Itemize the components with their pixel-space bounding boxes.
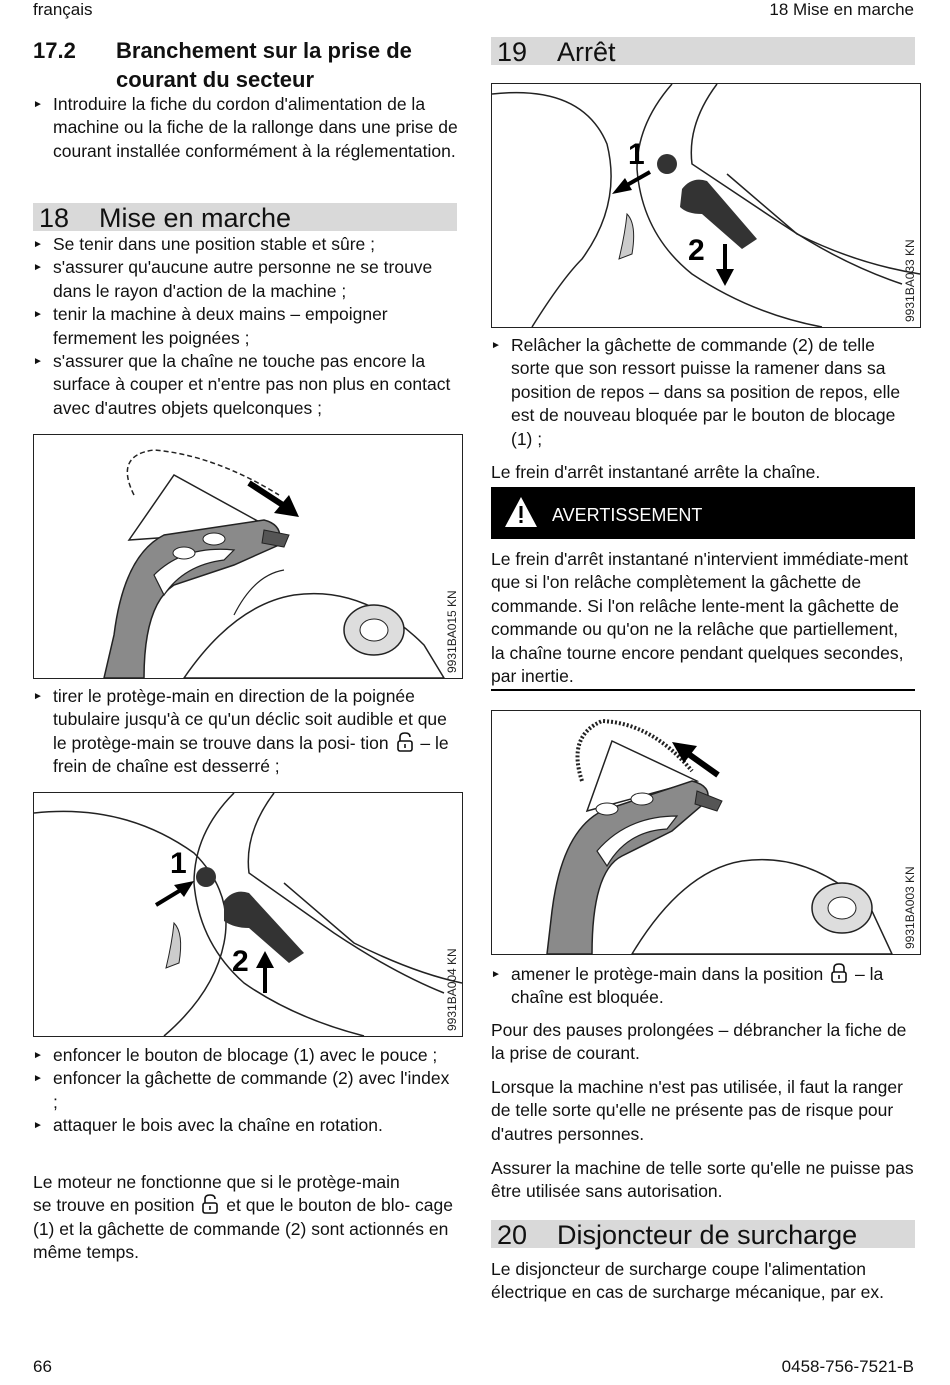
- warning-banner: [491, 487, 915, 539]
- bullets-start-machine: [33, 1044, 458, 1138]
- bullet-lock-chain: [491, 963, 916, 1010]
- warning-label: AVERTISSEMENT: [552, 505, 703, 525]
- figure-label-2: 2: [232, 945, 249, 978]
- paragraph-brake: Le frein d'arrêt instantané arrête la chaîne.: [491, 462, 821, 482]
- header-section: 18 Mise en marche: [769, 0, 914, 19]
- figure-label-2: 2: [688, 234, 705, 267]
- list-item: ► amener le protège-main dans la position – la chaîne est bloquée.: [491, 963, 916, 1010]
- chainsaw-illustration: [492, 711, 920, 954]
- section-17-2-bullets: [33, 93, 458, 163]
- chainsaw-illustration: [34, 435, 462, 678]
- list-item: ► Relâcher la gâchette de commande (2) de telle sorte que son ressort puisse la ramener dans sa position de repos – dans sa position de repos, elle est de nouveau bloquée par le bouton de blocage (1) ;: [491, 334, 916, 451]
- section-18-number: 18: [39, 203, 70, 233]
- section-20-text: Le disjoncteur de surcharge coupe l'alimentation électrique en cas de surcharge mécanique, par ex.: [491, 1259, 885, 1303]
- warning-triangle-icon: [503, 495, 539, 529]
- paragraph-motor-condition: Le moteur ne fonctionne que si le protège-main se trouve en position et que le bouton de blo- cage (1) et la gâchette de commande (2) sont actionnés en même temps.: [33, 1172, 453, 1263]
- section-20-heading: [491, 1220, 915, 1248]
- handle-illustration: [34, 793, 462, 1036]
- bullet-pull-hand-guard: [33, 685, 458, 779]
- figure-label-1: 1: [170, 847, 187, 880]
- figure-label-1: 1: [628, 138, 645, 171]
- list-item: ► Se tenir dans une position stable et sûre ;: [33, 233, 458, 256]
- figure-code: 9931BA004 KN: [445, 948, 459, 1031]
- figure-code: 9931BA003 KN: [903, 866, 917, 949]
- section-19-title: Arrêt: [557, 37, 616, 67]
- list-item: ► Introduire la fiche du cordon d'alimentation de la machine ou la fiche de la rallonge dans une prise de courant installée conformément à la réglementation.: [33, 93, 458, 163]
- list-item: ► enfoncer le bouton de blocage (1) avec le pouce ;: [33, 1044, 458, 1067]
- section-19-heading: [491, 37, 915, 65]
- figure-engage-chain-brake: [491, 710, 921, 955]
- list-item: ► s'assurer qu'aucune autre personne ne se trouve dans le rayon d'action de la machine ;: [33, 256, 458, 303]
- figure-stop-release-trigger: [491, 83, 921, 328]
- figure-lock-button-trigger: [33, 792, 463, 1037]
- section-17-2-number: 17.2: [33, 38, 76, 63]
- figure-hand-guard-release: [33, 434, 463, 679]
- section-18-bullets: [33, 233, 458, 420]
- document-code: 0458-756-7521-B: [781, 1357, 914, 1376]
- section-17-2-title-line2: courant du secteur: [116, 67, 315, 92]
- list-item: ► attaquer le bois avec la chaîne en rotation.: [33, 1114, 458, 1137]
- bullet-release-trigger: [491, 334, 916, 451]
- section-17-2-title-line1: Branchement sur la prise de: [116, 38, 412, 63]
- section-20-title: Disjoncteur de surcharge: [557, 1220, 858, 1250]
- section-20-number: 20: [497, 1220, 528, 1250]
- header-language: français: [33, 0, 93, 19]
- handle-illustration: [492, 84, 920, 327]
- paragraph-secure: Assurer la machine de telle sorte qu'elle ne puisse pas être utilisée sans autorisation.: [491, 1158, 914, 1202]
- list-item: ► tirer le protège-main en direction de la poignée tubulaire jusqu'à ce qu'un déclic soit audible et que le protège-main se trouve dans la posi- tion – le frein de chaîne est desserré ;: [33, 685, 458, 779]
- figure-code: 9931BA015 KN: [445, 590, 459, 673]
- locked-padlock-icon: [830, 963, 848, 983]
- list-item: ► tenir la machine à deux mains – empoigner fermement les poignées ;: [33, 303, 458, 350]
- section-18-title: Mise en marche: [99, 203, 292, 233]
- figure-code: 9931BA033 KN: [903, 239, 917, 322]
- page-number: 66: [33, 1357, 52, 1376]
- warning-divider: [491, 689, 915, 691]
- section-19-number: 19: [497, 37, 528, 67]
- paragraph-long-pause: Pour des pauses prolongées – débrancher la fiche de la prise de courant.: [491, 1020, 907, 1064]
- paragraph-storage: Lorsque la machine n'est pas utilisée, il faut la ranger de telle sorte qu'elle ne présente pas de risque pour d'autres personnes.: [491, 1077, 903, 1144]
- warning-text: Le frein d'arrêt instantané n'intervient immédiate-ment que si l'on relâche complètement la gâchette de commande. Si l'on relâche lente-ment la gâchette de commande ou qu'on ne la relâche que partiellement, la chaîne tourne encore pendant quelques secondes, par inertie.: [491, 549, 909, 687]
- list-item: ► s'assurer que la chaîne ne touche pas encore la surface à couper et n'entre pas non plus en contact avec d'autres objets quelconques ;: [33, 350, 458, 420]
- section-18-heading: [33, 203, 457, 231]
- list-item: ► enfoncer la gâchette de commande (2) avec l'index ;: [33, 1067, 458, 1114]
- unlocked-padlock-icon: [396, 732, 414, 752]
- unlocked-padlock-icon: [201, 1194, 219, 1214]
